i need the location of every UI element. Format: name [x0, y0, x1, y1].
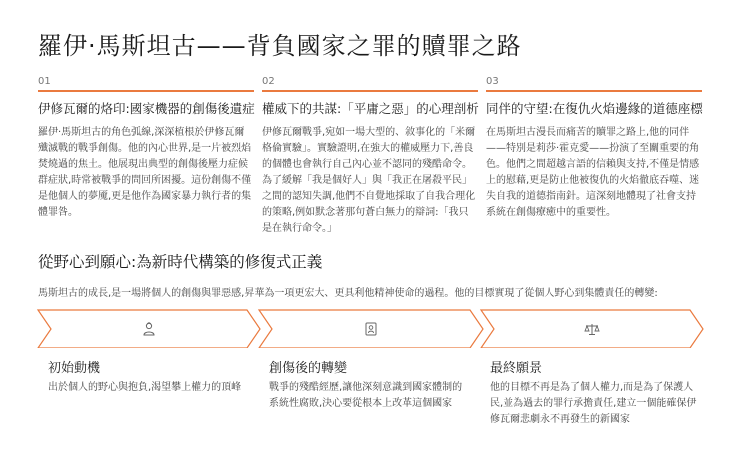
document-icon	[362, 321, 380, 337]
page-title: 羅伊·馬斯坦古——背負國家之罪的贖罪之路	[38, 32, 522, 60]
step-title-initial: 初始動機	[48, 361, 101, 376]
column-02	[262, 76, 478, 237]
section-intro: 馬斯坦古的成長,是一場將個人的創傷與罪惡感,昇華為一項更宏大、更具利他精神使命的過程。他的目標實現了從個人野心到集體責任的轉變:	[38, 288, 658, 299]
column-body: 在馬斯坦古漫長而痛苦的贖罪之路上,他的同伴——特別是莉莎·霍克愛——扮演了至關重要的角色。他們之間超越言語的信賴與支持,不僅是情感上的慰藉,更是防止他被復仇的火焰徹底吞噬、迷失自我的道德指南針。這深刻地體現了社會支持系統在創傷療癒中的重要性。	[486, 127, 700, 218]
column-01	[38, 76, 254, 221]
person-icon	[140, 321, 158, 337]
step-body-vision: 他的目標不再是為了個人權力,而是為了保護人民,並為過去的罪行承擔責任,建立一個能確保伊修瓦爾悲劇永不再發生的新國家	[490, 382, 697, 425]
accent-divider	[486, 90, 702, 92]
column-body: 羅伊·馬斯坦古的角色弧線,深深植根於伊修瓦爾殲滅戰的戰爭創傷。他的內心世界,是一片被烈焰焚燒過的焦土。他展現出典型的創傷後壓力症候群症狀,時常被戰爭的問回所困擾。這份創傷不僅是他個人的夢魇,更是他作為國家暴力執行者的集體罪咎。	[38, 127, 252, 218]
column-number: 02	[262, 76, 275, 87]
step-body-transition: 戰爭的殘酷經歷,讓他深刻意識到國家體制的系統性腐敗,決心要從根本上改革這個國家	[269, 382, 463, 409]
column-heading: 權威下的共謀:「平庸之惡」的心理剖析	[262, 101, 479, 116]
column-03	[486, 76, 702, 221]
column-heading: 伊修瓦爾的烙印:國家機器的創傷後遺症	[38, 101, 255, 116]
accent-divider	[38, 90, 254, 92]
step-title-vision: 最終願景	[490, 361, 543, 376]
scales-icon	[583, 321, 601, 337]
column-heading: 同伴的守望:在復仇火焰邊緣的道德座標	[486, 101, 703, 116]
step-title-transition: 創傷後的轉變	[269, 361, 348, 376]
column-number: 03	[486, 76, 499, 87]
column-body: 伊修瓦爾戰爭,宛如一場大型的、敘事化的「米爾格倫實驗」。實驗證明,在強大的權威壓力下,善良的個體也會執行自己內心並不認同的殘酷命令。為了緩解「我是個好人」與「我正在屠殺平民」之間的認知失調,他們不自覺地採取了自我合理化的策略,例如默念著那句蒼白無力的辯詞:「我只是在執行命令。」	[262, 127, 476, 234]
section-title: 從野心到願心:為新時代構築的修復式正義	[38, 253, 323, 271]
step-body-initial: 出於個人的野心與抱負,渴望攀上權力的頂峰	[48, 382, 242, 393]
accent-divider	[262, 90, 478, 92]
column-number: 01	[38, 76, 51, 87]
